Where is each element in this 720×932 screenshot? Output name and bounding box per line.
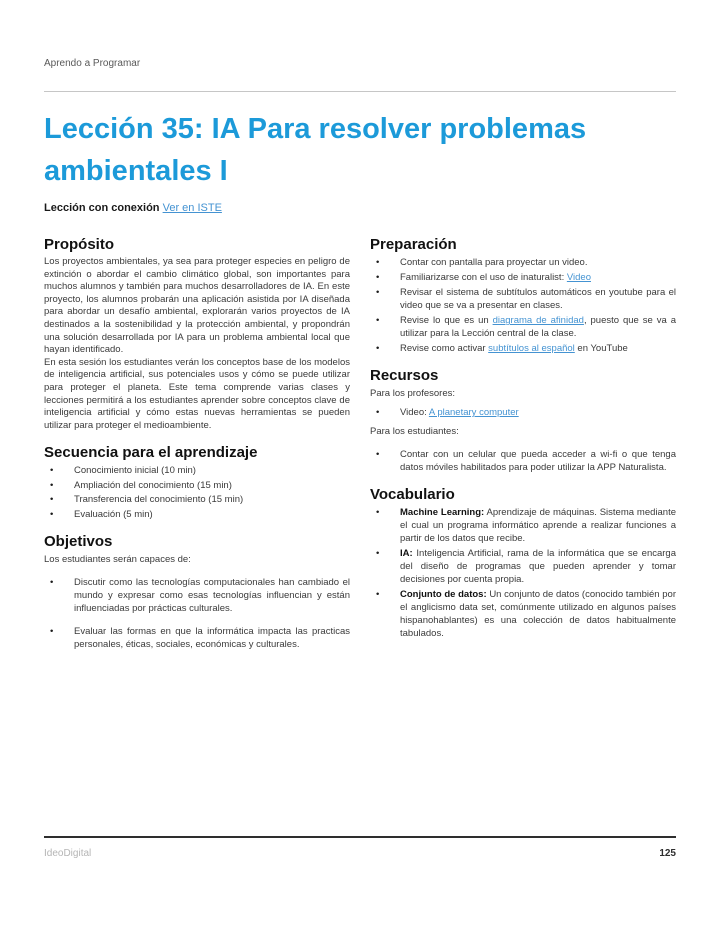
list-item-label [400, 506, 676, 545]
item-text: Video: [400, 407, 429, 419]
item-text: Revise como activar [400, 343, 489, 355]
list-item [370, 314, 676, 340]
list-item [370, 286, 676, 312]
list-item-label [400, 271, 676, 284]
right-column [370, 228, 676, 661]
recursos-teachers-label: Para los profesores: [370, 388, 456, 400]
list-item-label: • Evaluar las formas en que la informática impacta las practicas personales, éticas, sociales, económicas y culturales. [74, 625, 350, 650]
item-text: , puesto que se va a utilizar para la Lección central de la clase. [400, 315, 677, 340]
proposito-paragraph-2: En esta sesión los estudiantes verán los conceptos base de los modelos de inteligencia artificial, sus potenciales usos y cómo se puede utilizar para proteger el planeta. Este tema comprende varias clases y lecciones permitirá a los estudiantes aprender sobre conceptos clave de inteligencia artificial y cómo estas nuevas herramientas se pueden utilizar para proteger el medioambiente. [44, 356, 350, 431]
list-item [370, 271, 676, 284]
document-header-label: Aprendo a Programar [44, 58, 141, 69]
item-text: Familiarizarse con el uso de inaturalist: [400, 272, 567, 284]
recursos-students-label: Para los estudiantes: [370, 426, 459, 438]
list-item-label: • Evaluación (5 min) [74, 508, 153, 520]
two-column-layout [44, 228, 676, 661]
page-footer [44, 836, 676, 859]
list-item-label [400, 256, 676, 269]
list-item [370, 448, 676, 474]
iste-link[interactable]: Ver en ISTE [162, 202, 222, 215]
section-heading-preparacion: Preparación [370, 236, 457, 254]
list-item-label [400, 342, 676, 355]
item-text: en YouTube [574, 343, 628, 355]
page-title: Lección 35: IA Para resolver problemas ambientales I [44, 113, 587, 188]
header-divider [44, 91, 676, 92]
vocab-term: Machine Learning: [400, 507, 485, 519]
affinity-diagram-link[interactable]: diagrama de afinidad [492, 315, 584, 327]
section-heading-objetivos: Objetivos [44, 532, 113, 550]
list-item-label: • Discutir como las tecnologías computacionales han cambiado el mundo y expresar como esas tecnologías influencian y están influenciadas por prácticas culturales. [74, 576, 350, 614]
vocabulario-list [370, 506, 676, 640]
list-item [44, 576, 350, 615]
vocab-definition: Inteligencia Artificial, rama de la informática que se encarga del diseño de programas que pueden aprender y tomar decisiones por cuenta propia. [400, 548, 676, 586]
item-text: Contar con pantalla para proyectar un video. [400, 257, 588, 269]
list-item [44, 493, 350, 506]
section-heading-secuencia: Secuencia para el aprendizaje [44, 444, 258, 462]
spanish-subtitles-link[interactable]: subtítulos al español [488, 343, 575, 355]
list-item [44, 625, 350, 651]
list-item [44, 479, 350, 492]
inaturalist-video-link[interactable]: Video [566, 272, 591, 284]
list-item [370, 406, 676, 419]
list-item-label: • Contar con un celular que pueda acceder a wi-fi o que tenga datos móviles habilitados para poder utilizar la APP Naturalista. [400, 449, 676, 474]
preparacion-list [370, 256, 676, 355]
list-item-label [400, 314, 676, 340]
item-text: Revisar el sistema de subtítulos automáticos en youtube para el video que se va a presentar en clases. [400, 287, 676, 312]
proposito-paragraph-1: Los proyectos ambientales, ya sea para proteger especies en peligro de extinción o abordar el cambio climático global, son importantes para muchos alumnos y también para muchos desarrolladores de IA. En este proyecto, los alumnos probarán una aplicación asistida por IA diseñada para abordar un desafío ambiental, explorarán varios proyectos de IA destinados a la sostenibilidad y la protección ambiental, y propondrán una solución desarrollada por IA para un problema ambiental local que hayan identificado. [44, 256, 350, 356]
recursos-students-list [370, 448, 676, 474]
left-column [44, 228, 350, 661]
objetivos-intro: Los estudiantes serán capaces de: [44, 553, 191, 565]
list-item-label [400, 588, 676, 640]
list-item-label [400, 547, 676, 586]
list-item-label: • Conocimiento inicial (10 min) [74, 465, 196, 477]
page-number: 125 [659, 848, 676, 859]
objetivos-list [44, 576, 350, 651]
item-text: Revise lo que es un [400, 315, 493, 327]
vocab-term: Conjunto de datos: [400, 589, 487, 601]
section-heading-vocabulario: Vocabulario [370, 486, 455, 504]
list-item-label [400, 286, 676, 312]
connection-line [44, 202, 676, 214]
planetary-computer-video-link[interactable]: A planetary computer [428, 407, 519, 419]
vocab-term: IA: [400, 548, 413, 560]
list-item-label: • Transferencia del conocimiento (15 min) [74, 494, 244, 506]
list-item [370, 256, 676, 269]
secuencia-list [44, 464, 350, 521]
list-item [370, 547, 676, 586]
vocab-definition: Un conjunto de datos (conocido también por el anglicismo data set, comúnmente utilizado en algunos países hispanohablantes) es una colección de datos habitualmente tabulados. [400, 589, 676, 640]
vocab-definition: Aprendizaje de máquinas. Sistema mediante el cual un programa informático aprende a realizar funciones a partir de los datos que recibe. [400, 507, 676, 545]
list-item [370, 588, 676, 640]
footer-brand: IdeoDigital [44, 848, 92, 859]
list-item [370, 342, 676, 355]
list-item [44, 464, 350, 477]
section-heading-proposito: Propósito [44, 236, 114, 254]
list-item [370, 506, 676, 545]
recursos-teachers-list [370, 406, 676, 419]
connection-label: Lección con conexión [44, 202, 160, 215]
list-item [44, 508, 350, 521]
list-item-label: • Ampliación del conocimiento (15 min) [74, 479, 232, 491]
section-heading-recursos: Recursos [370, 367, 439, 385]
list-item-label [400, 406, 676, 419]
